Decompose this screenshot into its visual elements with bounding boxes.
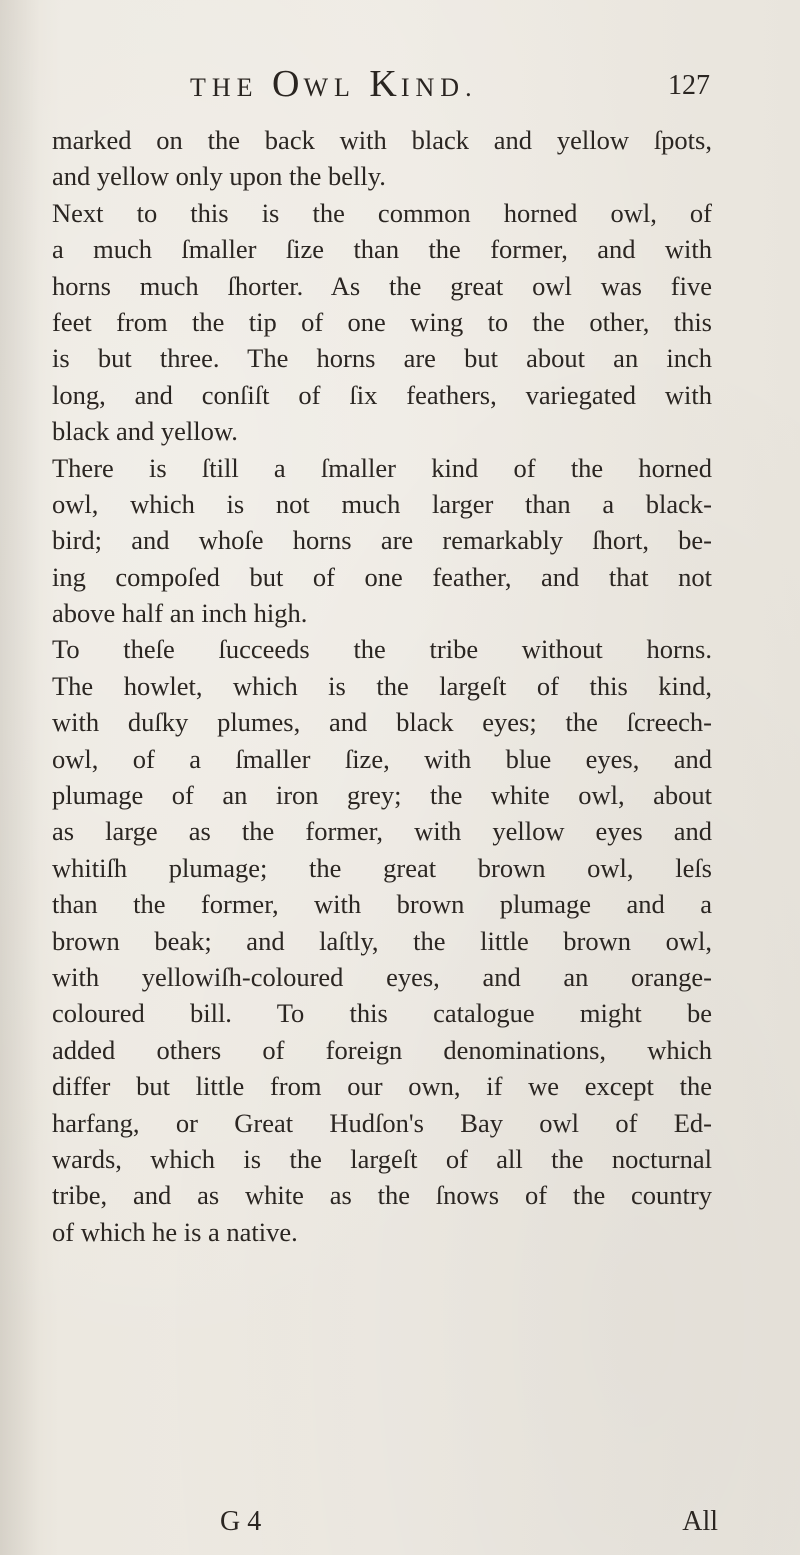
text-line: marked on the back with black and yellow ſpots, (52, 125, 712, 155)
page-footer (220, 1506, 718, 1542)
text-line: with duſky plumes, and black eyes; the ſcreech- (52, 707, 712, 738)
text-line: of which he is a native. (52, 1216, 298, 1247)
text-line: and yellow only upon the belly. (52, 161, 386, 192)
text-line: horns much ſhorter. As the great owl was five (52, 270, 712, 301)
text-line: tribe, and as white as the ſnows of the country (52, 1180, 712, 1211)
running-title-o: O (272, 63, 304, 105)
running-title (190, 62, 478, 106)
text-line: owl, of a ſmaller ſize, with blue eyes, and (52, 743, 712, 774)
signature-mark: G 4 (220, 1506, 262, 1537)
text-line: The howlet, which is the largeſt of this kind, (52, 670, 712, 701)
text-line: whitiſh plumage; the great brown owl, leſs (52, 852, 712, 883)
text-line: bird; and whoſe horns are remarkably ſhort, be- (52, 525, 712, 556)
running-title-k: K (369, 63, 401, 105)
text-line: brown beak; and laſtly, the little brown owl, (52, 925, 712, 956)
text-line: a much ſmaller ſize than the former, and with (52, 234, 712, 265)
text-line: There is ſtill a ſmaller kind of the horned (52, 452, 712, 483)
text-line: black and yellow. (52, 416, 238, 447)
page-number: 127 (668, 70, 710, 101)
text-line: plumage of an iron grey; the white owl, about (52, 780, 712, 811)
running-title-the: THE (190, 73, 259, 102)
text-line: coloured bill. To this catalogue might be (52, 998, 712, 1029)
text-line: feet from the tip of one wing to the other, this (52, 306, 712, 337)
text-line: harfang, or Great Hudſon's Bay owl of Ed- (52, 1107, 712, 1138)
text-line: with yellowiſh-coloured eyes, and an orange- (52, 961, 712, 992)
text-line: added others of foreign denominations, which (52, 1034, 712, 1065)
text-line: above half an inch high. (52, 598, 308, 629)
text-line: long, and conſiſt of ſix feathers, variegated with (52, 379, 712, 410)
text-line: is but three. The horns are but about an inch (52, 343, 712, 374)
text-line: as large as the former, with yellow eyes and (52, 816, 712, 847)
gutter-shadow (0, 0, 40, 1555)
running-title-ind: IND. (400, 73, 478, 102)
text-line: differ but little from our own, if we except the (52, 1071, 712, 1102)
text-line: than the former, with brown plumage and a (52, 889, 712, 920)
page-header (190, 62, 710, 112)
body-text (52, 122, 712, 1250)
text-line: Next to this is the common horned owl, of (52, 197, 712, 228)
text-line: ing compoſed but of one feather, and that not (52, 561, 712, 592)
running-title-wl: WL (303, 73, 356, 102)
catchword: All (682, 1506, 718, 1537)
text-line: To theſe ſucceeds the tribe without horns. (52, 634, 712, 665)
text-line: owl, which is not much larger than a black- (52, 488, 712, 519)
text-line: wards, which is the largeſt of all the nocturnal (52, 1143, 712, 1174)
